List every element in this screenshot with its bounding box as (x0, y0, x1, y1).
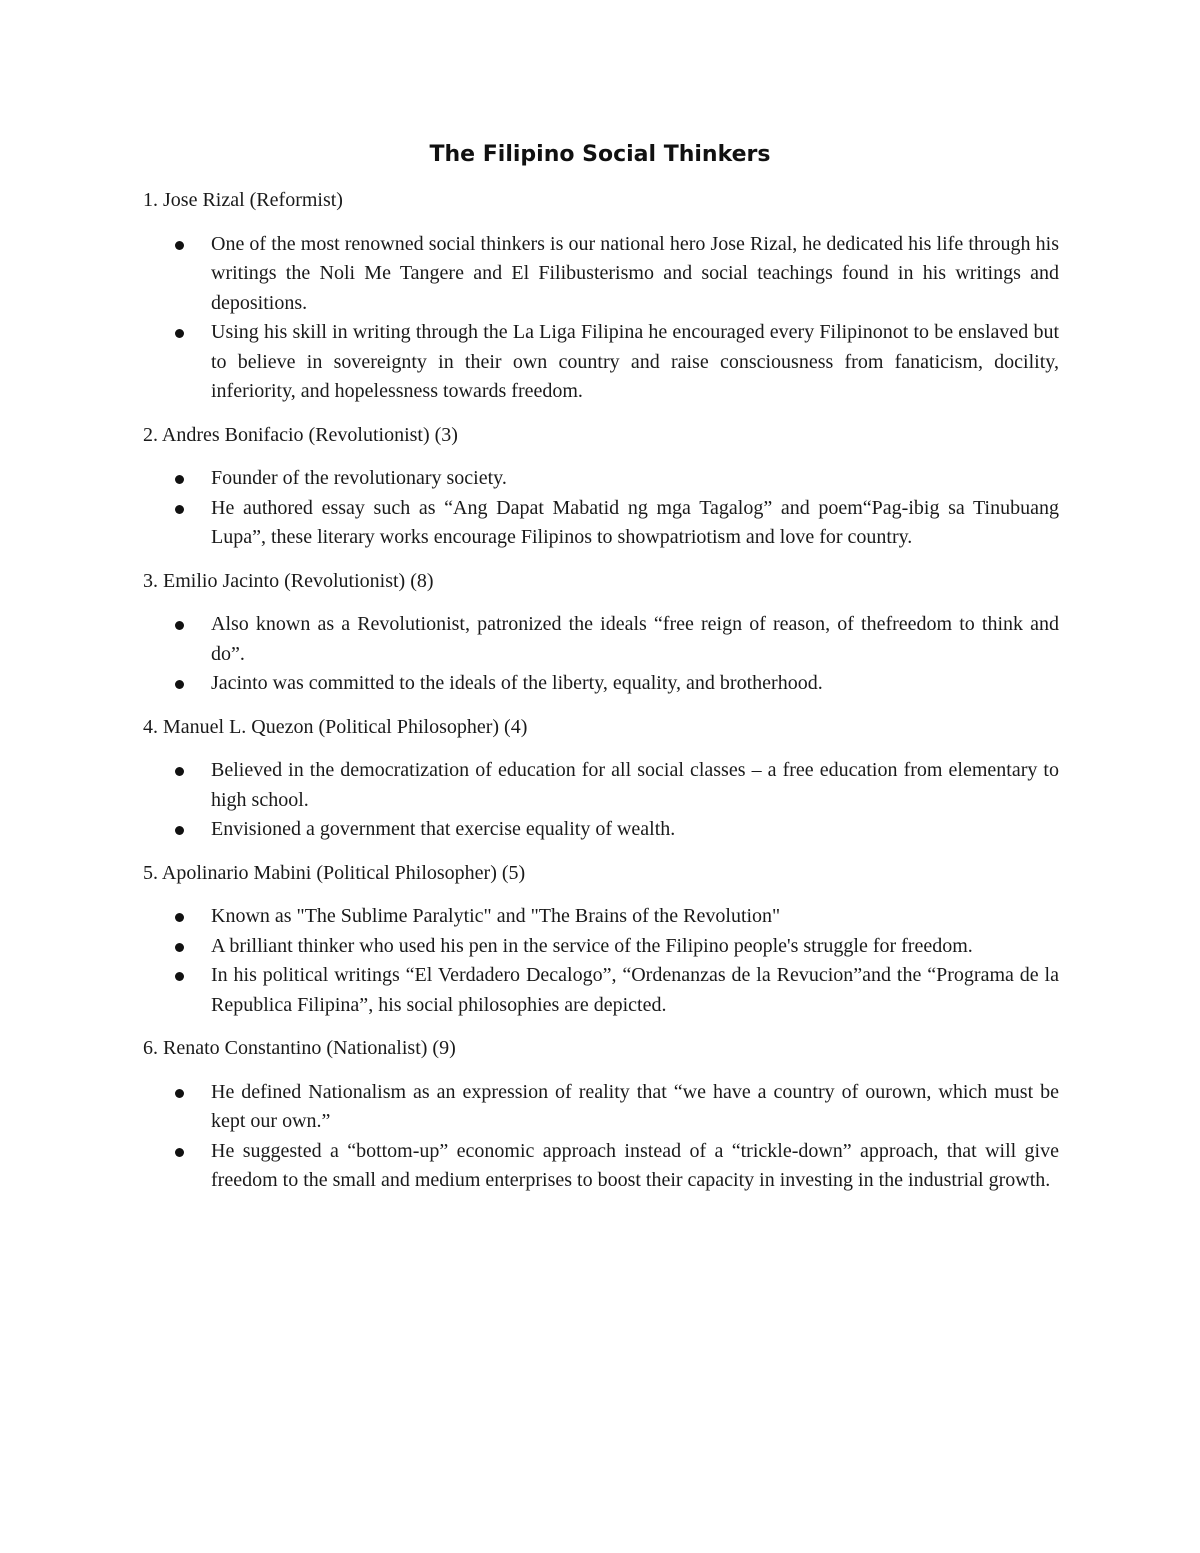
list-item-text: A brilliant thinker who used his pen in the service of the Filipino people's struggle for freedom. (211, 934, 973, 957)
list-item-text: In his political writings “El Verdadero Decalogo”, “Ordenanzas de la Revucion”and the “Programa de la Republica Filipina”, his social philosophies are depicted. (211, 964, 1059, 1016)
bullet-icon (175, 943, 184, 952)
list-item-text: One of the most renowned social thinkers is our national hero Jose Rizal, he dedicated his life through his writings the Noli Me Tangere and El Filibusterismo and social teachings found in his writings and depositions. (211, 232, 1059, 314)
list-item (143, 902, 1059, 932)
section-manuel-quezon (143, 713, 1059, 845)
list-item-text: Envisioned a government that exercise equality of wealth. (211, 818, 676, 840)
list-item (143, 815, 1059, 845)
bullet-list (143, 230, 1059, 407)
list-item (143, 756, 1059, 815)
section-jose-rizal (143, 186, 1059, 407)
section-heading: 3. Emilio Jacinto (Revolutionist) (8) (143, 569, 434, 592)
bullet-list (143, 610, 1059, 699)
list-item-text: Also known as a Revolutionist, patronized the ideals “free reign of reason, of thefreedom to think and do”. (211, 613, 1059, 665)
section-apolinario-mabini (143, 859, 1059, 1021)
bullet-list (143, 1078, 1059, 1196)
bullet-icon (175, 505, 184, 514)
bullet-icon (175, 767, 184, 776)
list-item (143, 1137, 1059, 1196)
list-item-text: Known as "The Sublime Paralytic" and "The Brains of the Revolution" (211, 905, 781, 927)
document-title: The Filipino Social Thinkers (429, 142, 771, 167)
list-item-text: Founder of the revolutionary society. (211, 467, 507, 489)
bullet-icon (175, 972, 184, 981)
bullet-icon (175, 826, 184, 835)
list-item-text: Believed in the democratization of education for all social classes – a free education from elementary to high school. (211, 759, 1059, 811)
list-item-text: Jacinto was committed to the ideals of the liberty, equality, and brotherhood. (211, 672, 823, 694)
bullet-icon (175, 621, 184, 630)
list-item (143, 932, 1059, 962)
list-item (143, 464, 1059, 494)
list-item-text: Using his skill in writing through the La Liga Filipina he encouraged every Filipinonot to be enslaved but to believe in sovereignty in their own country and raise consciousness from fanaticism, docility, inferiority, and hopelessness towards freedom. (211, 321, 1059, 402)
document-body (143, 186, 1059, 1210)
bullet-icon (175, 1089, 184, 1098)
bullet-icon (175, 1148, 184, 1157)
bullet-list (143, 756, 1059, 845)
section-heading: 4. Manuel L. Quezon (Political Philosopher) (4) (143, 715, 528, 738)
bullet-icon (175, 329, 184, 338)
bullet-list (143, 464, 1059, 553)
section-heading: 1. Jose Rizal (Reformist) (143, 189, 343, 211)
list-item (143, 610, 1059, 669)
bullet-list (143, 902, 1059, 1020)
list-item-text: He suggested a “bottom-up” economic approach instead of a “trickle-down” approach, that will give freedom to the small and medium enterprises to boost their capacity in investing in the industrial growth. (211, 1139, 1059, 1191)
list-item (143, 318, 1059, 407)
section-renato-constantino (143, 1034, 1059, 1196)
section-heading: 2. Andres Bonifacio (Revolutionist) (3) (143, 423, 458, 446)
list-item (143, 230, 1059, 319)
bullet-icon (175, 475, 184, 484)
section-heading: 6. Renato Constantino (Nationalist) (9) (143, 1037, 456, 1059)
list-item (143, 1078, 1059, 1137)
list-item (143, 669, 1059, 699)
section-andres-bonifacio (143, 421, 1059, 553)
list-item-text: He defined Nationalism as an expression of reality that “we have a country of ourown, which must be kept our own.” (211, 1080, 1059, 1132)
bullet-icon (175, 680, 184, 689)
section-emilio-jacinto (143, 567, 1059, 699)
list-item-text: He authored essay such as “Ang Dapat Mabatid ng mga Tagalog” and poem“Pag-ibig sa Tinubuang Lupa”, these literary works encourage Filipinos to showpatriotism and love for country. (211, 496, 1059, 548)
bullet-icon (175, 241, 184, 250)
bullet-icon (175, 913, 184, 922)
list-item (143, 961, 1059, 1020)
section-heading: 5. Apolinario Mabini (Political Philosopher) (5) (143, 861, 526, 884)
list-item (143, 494, 1059, 553)
